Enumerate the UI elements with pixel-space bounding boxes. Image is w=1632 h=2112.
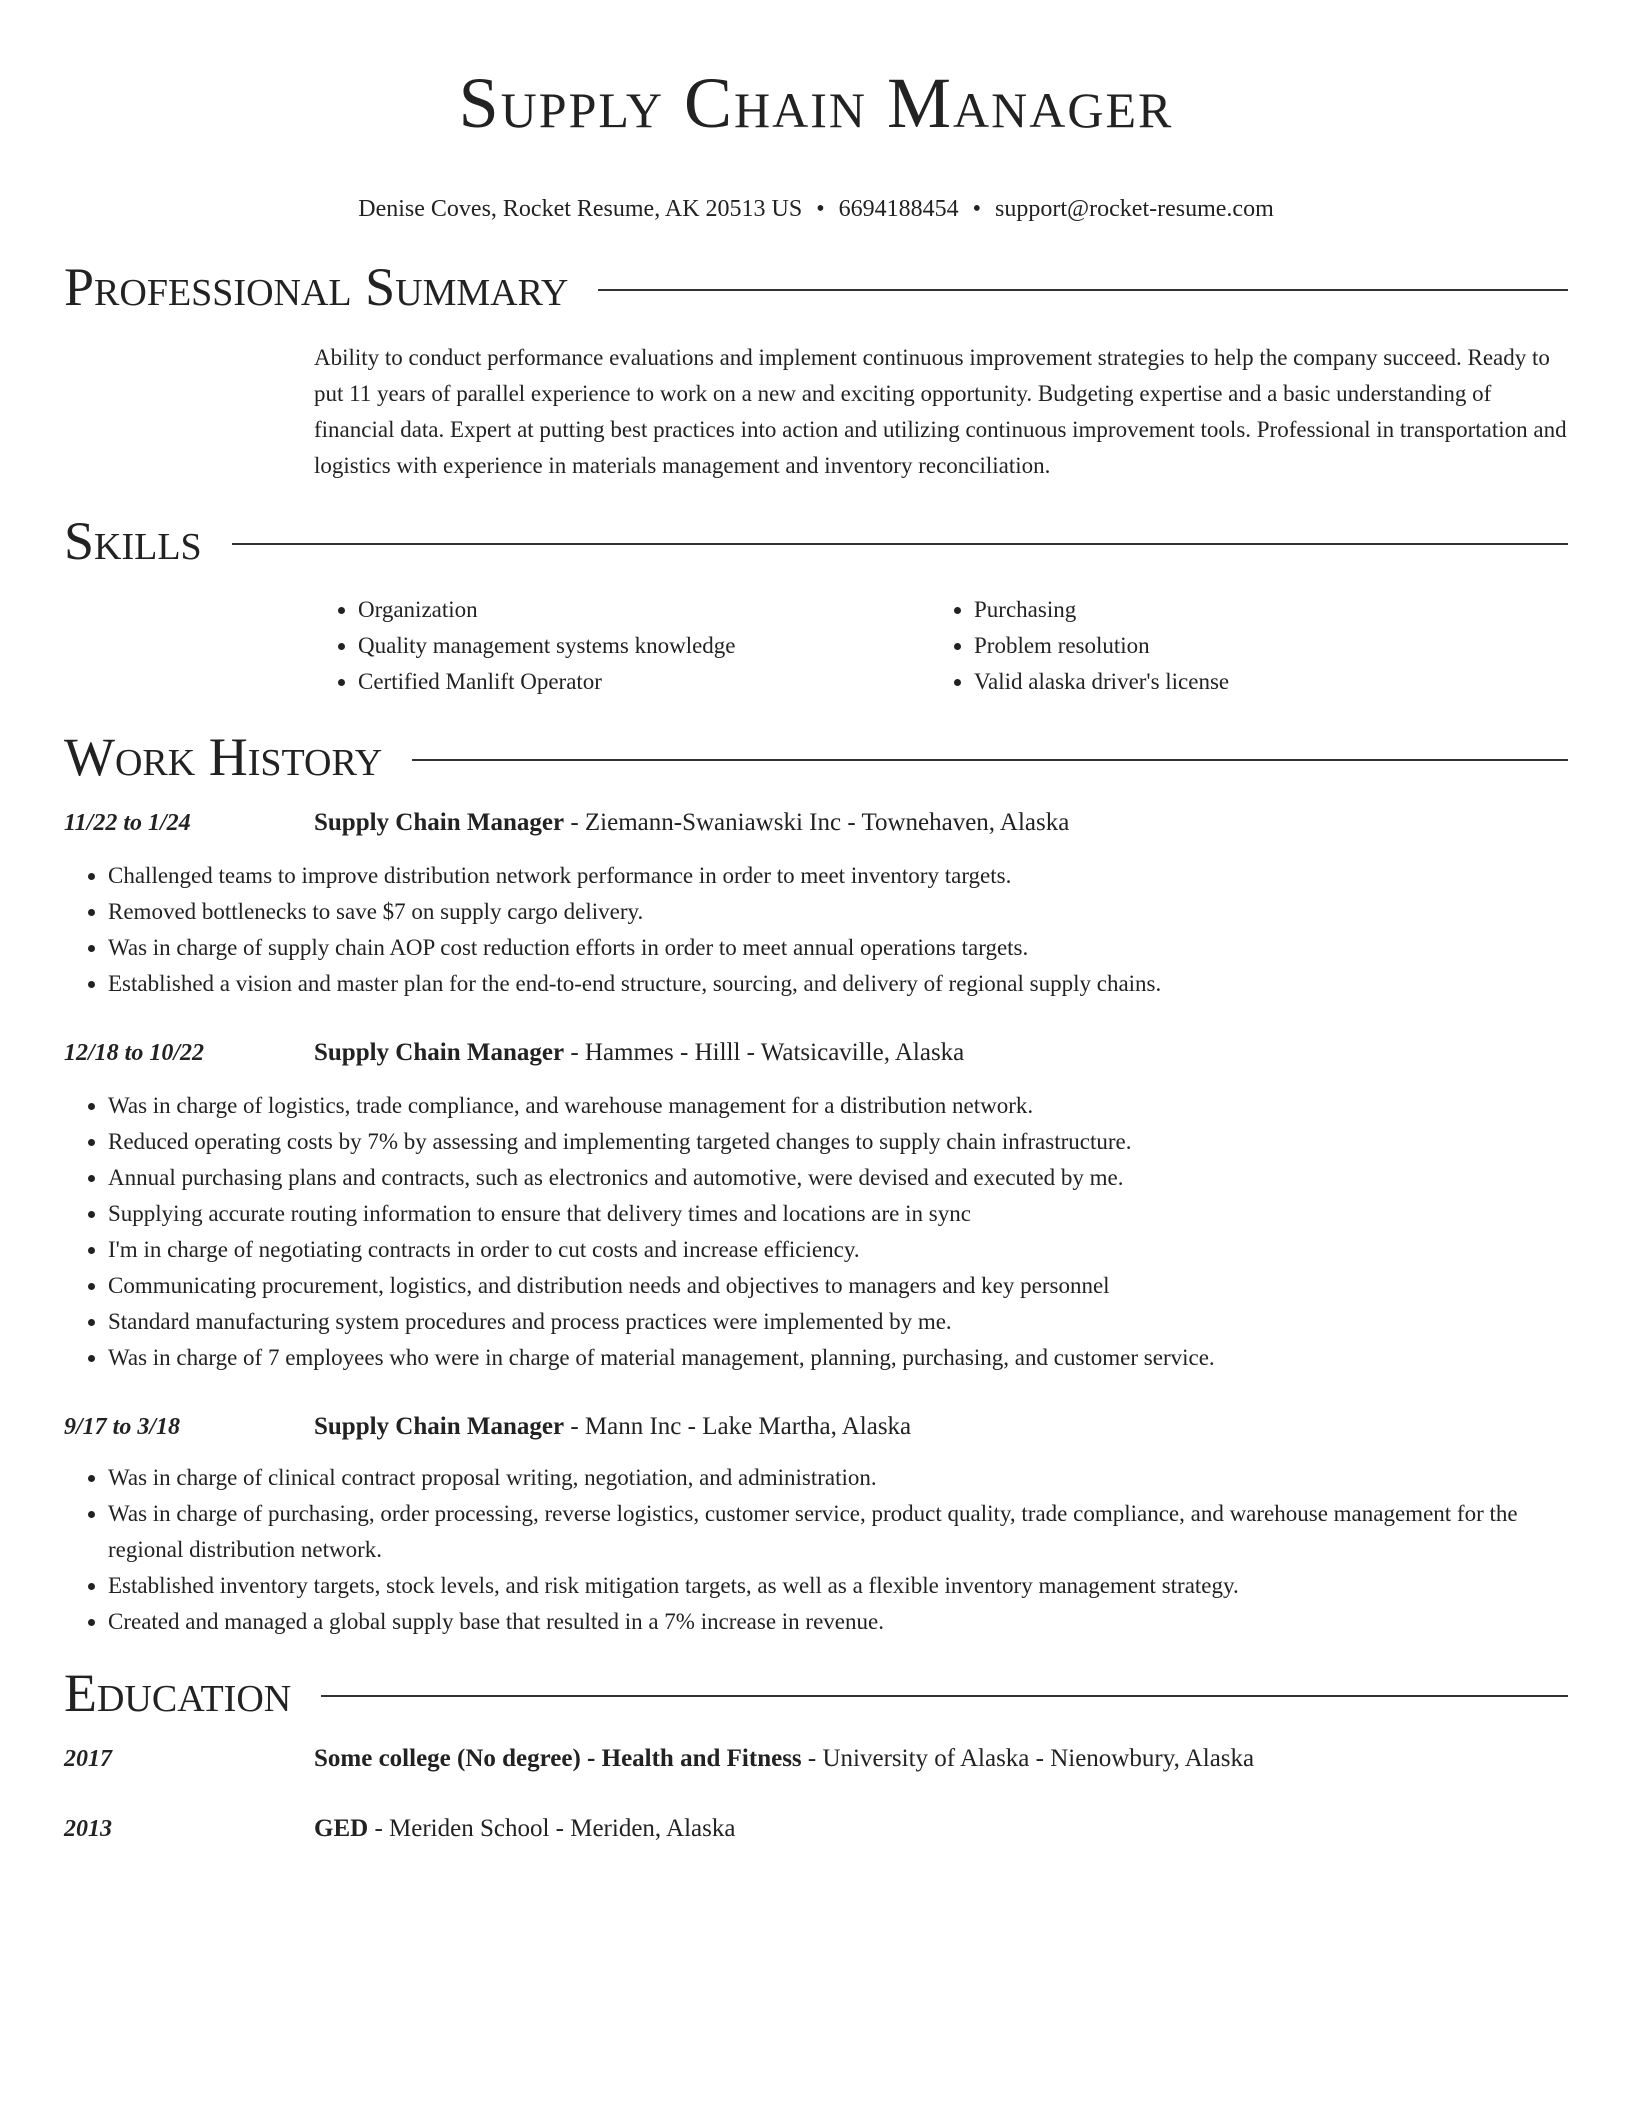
job-bullet: • I'm in charge of negotiating contracts in order to cut costs and increase efficiency. [108,1232,1568,1268]
job-heading [314,806,1069,840]
job-bullets [64,1460,1568,1640]
job-bullet: • Standard manufacturing system procedures and process practices were implemented by me. [108,1304,1568,1340]
summary-text: Ability to conduct performance evaluations and implement continuous improvement strategies to help the company succeed. Ready to put 11 years of parallel experience to work on a new and exciting opportunity. Budgeting expertise and a basic understanding of financial data. Expert at putting best practices into action and utilizing continuous improvement tools. Professional in transportation and logistics with experience in materials management and inventory reconciliation. [314,345,1567,478]
skill-item: • Valid alaska driver's license [974,664,1546,700]
job-bullet: • Annual purchasing plans and contracts, such as electronics and automotive, were devised and executed by me. [108,1160,1568,1196]
job-bullet: • Was in charge of supply chain AOP cost reduction efforts in order to meet annual operations targets. [108,930,1568,966]
job-heading [314,1410,911,1444]
job-bullets [64,858,1568,1002]
contact-line [64,194,1568,224]
summary-heading: Professional Summary [64,257,569,317]
contact-separator: • [972,196,982,222]
skill-item: • Problem resolution [974,628,1546,664]
summary-section-header [64,256,1568,318]
job-header [64,1410,1568,1444]
education-details: - Meriden School - Meriden, Alaska [368,1815,736,1842]
section-divider [232,543,1568,545]
section-divider [412,759,1568,761]
job-bullet: • Supplying accurate routing information to ensure that delivery times and locations are in sync [108,1196,1568,1232]
candidate-name: Supply Chain Manager [458,63,1174,143]
job-title: Supply Chain Manager [314,1039,565,1066]
skills-list [314,592,1568,700]
job-details: - Hammes - Hilll - Watsicaville, Alaska [564,1039,965,1066]
job-bullet: • Was in charge of purchasing, order processing, reverse logistics, customer service, product quality, trade compliance, and warehouse management for the regional distribution network. [108,1496,1568,1568]
job-details: - Ziemann-Swaniawski Inc - Townehaven, Alaska [564,809,1070,836]
contact-address: Denise Coves, Rocket Resume, AK 20513 US [358,196,803,222]
job-header [64,806,1568,840]
job-title: Supply Chain Manager [314,809,565,836]
job-bullet: • Was in charge of 7 employees who were in charge of material management, planning, purchasing, and customer service. [108,1340,1568,1376]
job-bullet: • Established a vision and master plan for the end-to-end structure, sourcing, and delivery of regional supply chains. [108,966,1568,1002]
job-bullets [64,1088,1568,1376]
work-section-header [64,726,1568,788]
job-title: Supply Chain Manager [314,1413,565,1440]
job-bullet: • Reduced operating costs by 7% by assessing and implementing targeted changes to supply chain infrastructure. [108,1124,1568,1160]
job-dates: 9/17 to 3/18 [64,1414,181,1440]
section-divider [321,1695,1568,1697]
contact-separator: • [816,196,825,222]
job-bullet: • Created and managed a global supply base that resulted in a 7% increase in revenue. [108,1604,1568,1640]
education-degree: Some college (No degree) - Health and Fitness [314,1745,802,1772]
job-dates: 11/22 to 1/24 [64,810,191,836]
contact-phone: 6694188454 [838,196,959,222]
education-details: - University of Alaska - Nienowbury, Alaska [801,1745,1255,1772]
contact-email: support@rocket-resume.com [995,196,1274,222]
skills-column-left [314,592,930,700]
education-entry [64,1812,1568,1846]
section-divider [598,289,1568,291]
job-bullet: • Communicating procurement, logistics, and distribution needs and objectives to managers and key personnel [108,1268,1568,1304]
job-bullet: • Was in charge of clinical contract proposal writing, negotiation, and administration. [108,1460,1568,1496]
job-bullet: • Removed bottlenecks to save $7 on supply cargo delivery. [108,894,1568,930]
job-bullet: • Challenged teams to improve distribution network performance in order to meet inventory targets. [108,858,1568,894]
skill-item: • Certified Manlift Operator [358,664,930,700]
work-heading: Work History [64,727,383,787]
job-bullet: • Established inventory targets, stock levels, and risk mitigation targets, as well as a flexible inventory management strategy. [108,1568,1568,1604]
education-heading: Education [64,1663,292,1723]
skills-section-header [64,510,1568,572]
skill-item: • Organization [358,592,930,628]
job-dates: 12/18 to 10/22 [64,1040,205,1066]
education-year: 2013 [64,1816,112,1842]
skill-item: • Quality management systems knowledge [358,628,930,664]
education-heading-line [314,1742,1254,1776]
skills-heading: Skills [64,511,202,571]
skills-column-right [930,592,1546,700]
education-degree: GED [314,1815,369,1842]
education-year: 2017 [64,1746,112,1772]
job-heading [314,1036,964,1070]
skill-item: • Purchasing [974,592,1546,628]
education-section-header [64,1662,1568,1724]
job-bullet: • Was in charge of logistics, trade compliance, and warehouse management for a distribution network. [108,1088,1568,1124]
education-entry [64,1742,1568,1776]
job-header [64,1036,1568,1070]
job-details: - Mann Inc - Lake Martha, Alaska [564,1413,912,1440]
education-heading-line [314,1812,735,1846]
